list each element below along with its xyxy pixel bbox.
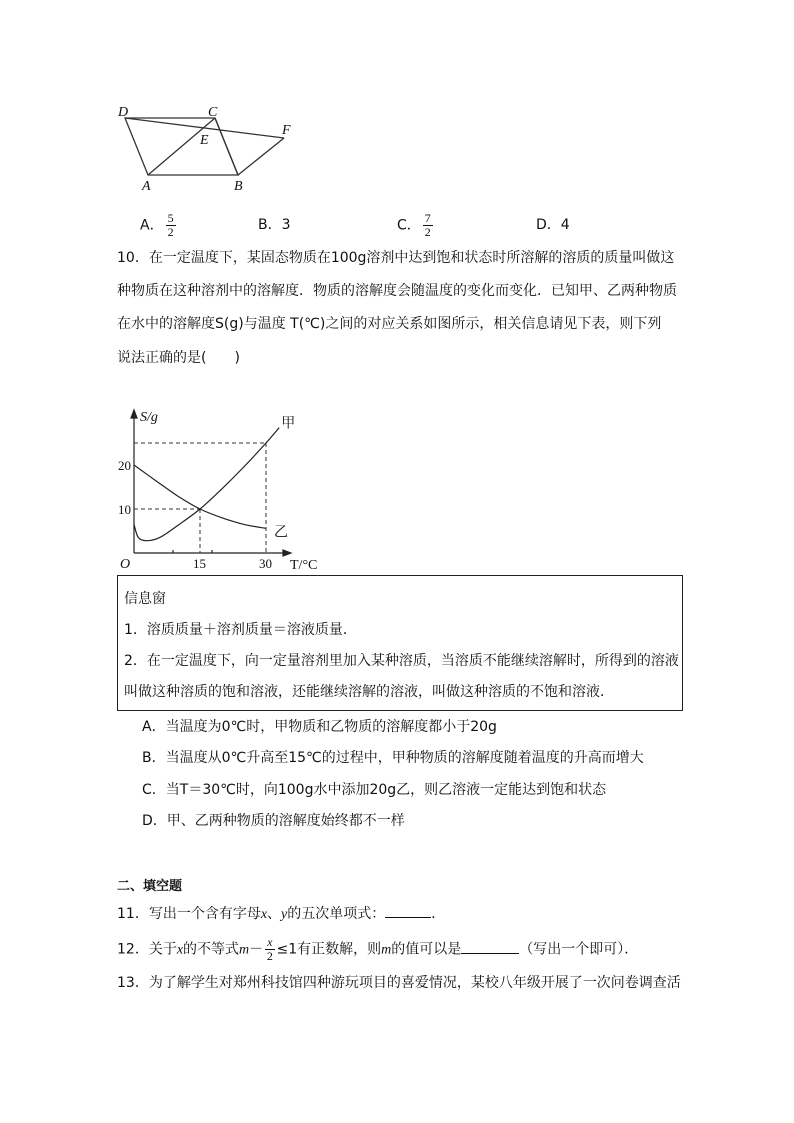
option-value: 3 <box>281 217 291 233</box>
q12 <box>117 936 638 963</box>
q9-option-a[interactable] <box>140 212 178 239</box>
q9-option-c[interactable] <box>397 212 435 239</box>
info-box <box>117 575 683 711</box>
label-C: C <box>208 105 218 120</box>
q12-text: 12．关于 <box>117 941 177 958</box>
label-D: D <box>118 105 129 120</box>
series-line-jia <box>134 428 279 541</box>
q10-line-2: 种物质在这种溶剂中的溶解度．物质的溶解度会随温度的变化而变化．已知甲、乙两种物质 <box>117 283 677 299</box>
option-label: B． <box>258 217 282 233</box>
y-tick-label: 10 <box>118 502 131 517</box>
var-y: y <box>281 907 288 922</box>
var-m: m <box>239 942 250 958</box>
fraction <box>423 212 433 239</box>
option-label: D． <box>536 217 561 233</box>
answer-blank[interactable] <box>461 939 519 954</box>
q9-option-d[interactable] <box>536 214 570 234</box>
q10-option-b[interactable]: B．当温度从0℃升高至15℃的过程中，甲种物质的溶解度随着温度的升高而增大 <box>142 750 644 766</box>
q12-end: （写出一个即可）． <box>519 941 639 958</box>
answer-blank[interactable] <box>385 903 431 918</box>
label-F: F <box>282 123 291 138</box>
numerator: 5 <box>167 211 174 225</box>
q10-option-d[interactable]: D．甲、乙两种物质的溶解度始终都不一样 <box>142 813 405 829</box>
var-m: m <box>381 942 392 958</box>
fraction <box>265 936 274 963</box>
label-B: B <box>234 179 243 194</box>
q11 <box>117 903 445 925</box>
fraction <box>166 212 176 239</box>
q10-line-1: 10．在一定温度下，某固态物质在100g溶剂中达到饱和状态时所溶解的溶质的质量叫做这 <box>117 250 675 266</box>
var-x: x <box>176 942 184 958</box>
denominator: 2 <box>266 949 273 963</box>
series-label-yi: 乙 <box>274 525 288 541</box>
q12-text: ≤1有正数解，则 <box>276 941 382 958</box>
q10-option-a[interactable]: A．当温度为0℃时，甲物质和乙物质的溶解度都小于20g <box>142 719 497 735</box>
q9-option-b[interactable] <box>258 214 291 234</box>
q11-end: ． <box>431 906 446 922</box>
q10-option-c[interactable]: C．当T＝30℃时，向100g水中添加20g乙，则乙溶液一定能达到饱和状态 <box>142 782 607 798</box>
info-box-title: 信息窗 <box>124 591 166 607</box>
q12-text: 的不等式 <box>183 941 240 958</box>
q10-line-3: 在水中的溶解度S(g)与温度 T(℃)之间的对应关系如图所示，相关信息请见下表，则下列 <box>117 316 662 332</box>
numerator: 7 <box>424 211 431 225</box>
origin-label: O <box>120 557 131 572</box>
y-axis-arrow <box>131 410 137 418</box>
info-line-2: 2．在一定温度下，向一定量溶剂里加入某种溶质，当溶质不能继续溶解时，所得到的溶液 <box>124 653 679 669</box>
section-title: 二、填空题 <box>117 879 183 894</box>
series-label-jia: 甲 <box>281 416 296 432</box>
denominator: 2 <box>167 225 174 239</box>
info-line-3: 叫做这种溶质的饱和溶液，还能继续溶解的溶液，叫做这种溶质的不饱和溶液． <box>124 684 614 700</box>
minus-sign: － <box>249 941 264 958</box>
q12-text: 的值可以是 <box>391 941 462 958</box>
q13: 13．为了解学生对郑州科技馆四种游玩项目的喜爱情况，某校八年级开展了一次问卷调查活 <box>117 975 681 991</box>
q11-text: 11．写出一个含有字母 <box>117 906 261 922</box>
x-axis-label: T/°C <box>290 558 318 573</box>
q11-sep: 、 <box>267 906 282 922</box>
solubility-chart <box>110 405 330 575</box>
x-tick-label: 30 <box>259 556 272 571</box>
q10-line-4: 说法正确的是( ) <box>117 350 240 366</box>
option-label: A． <box>140 217 164 234</box>
denominator: 2 <box>424 225 431 239</box>
x-axis-arrow <box>283 550 291 556</box>
option-value: 4 <box>560 217 570 233</box>
option-label: C． <box>397 217 421 234</box>
label-E: E <box>200 133 209 148</box>
var-x: x <box>260 907 268 922</box>
y-axis-label: S/g <box>140 410 158 425</box>
label-A: A <box>142 179 151 194</box>
numerator: x <box>267 935 273 949</box>
x-tick-label: 15 <box>193 556 206 571</box>
q11-text-after: 的五次单项式： <box>287 906 386 922</box>
parallelogram-figure <box>110 100 310 195</box>
info-line-1: 1．溶质质量＋溶剂质量＝溶液质量． <box>124 622 357 638</box>
y-tick-label: 20 <box>118 458 131 473</box>
